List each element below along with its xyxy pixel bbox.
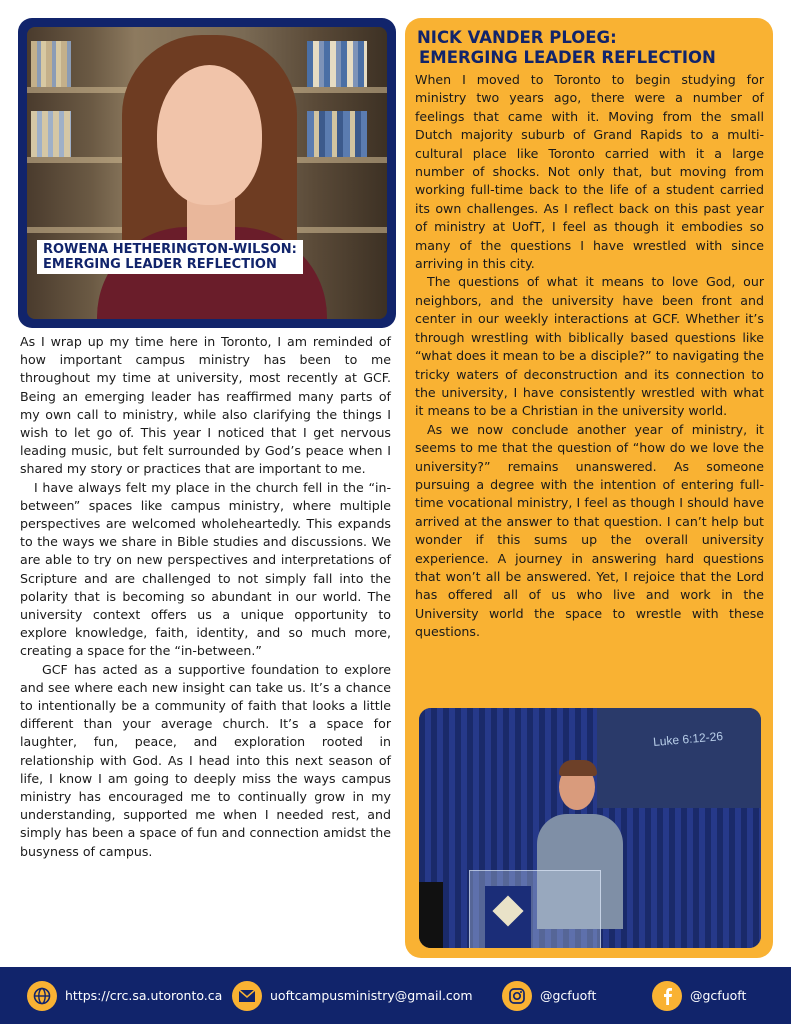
website-link[interactable] [27,967,222,1024]
rowena-photo-frame [18,18,396,328]
article-paragraph: The questions of what it means to love God, our neighbors, and the university have been front and center in our weekly interactions at GCF. Whether it’s through wrestling with biblically based questions like “what does it mean to be a disciple?” to navigating the tricky waters of deconstruction and its connection to the university, I have consistently wrestled with what it means to be a Christian in the university world. [415,274,764,419]
podium-banner [485,886,531,948]
books [31,41,71,87]
star-icon [492,895,523,926]
instagram-text: @gcfuoft [540,988,597,1003]
instagram-link[interactable] [502,967,596,1024]
face [157,65,262,205]
caption-subtitle: EMERGING LEADER REFLECTION [43,257,277,272]
email-text: uoftcampusministry@gmail.com [270,988,473,1003]
instagram-icon [502,981,532,1011]
article-paragraph: When I moved to Toronto to begin studying for ministry two years ago, there were a number of feelings that came with it. Moving from the small Dutch majority suburb of Grand Rapids to a multi-cultural place like Toronto carried with it a large number of shocks. Not only that, but moving from working full-time back to the life of a student carried its own challenges. As I reflect back on this past year of ministry at UofT, I feel as though it embodies so many of the questions I have wrestled with since arriving in this city. [415,72,764,272]
article-title [417,28,767,68]
email-link[interactable] [232,967,473,1024]
facebook-text: @gcfuoft [690,988,747,1003]
article-paragraph: As we now conclude another year of ministry, it seems to me that the question of “how do we love the university?” remains unanswered. As someone pursuing a degree with the intention of entering full-time vocational ministry, I feel as though I should have arrived at the answer to that question. I can’t help but wonder if this sums up the overall university experience. A journey in answering hard questions that won’t all be answered. Yet, I rejoice that the Lord has offered all of us who live and work in the University world the space to wrestle with these questions. [415,421,764,640]
books [307,41,367,87]
rowena-photo [27,27,387,319]
rowena-article [20,333,391,861]
books [31,111,71,157]
books [307,111,367,157]
music-stand [419,882,443,948]
nick-article [415,71,764,642]
contact-footer [0,967,791,1024]
projection-screen [597,708,761,808]
article-paragraph: I have always felt my place in the church fell in the “in-between” spaces like campus ministry, where multiple perspectives are welcomed wholeheartedly. This expands to the ways we share in Bible studies and discussions. We are able to try on new perspectives and interpretations of Scripture and are challenged to not simply fall into the polarity that is becoming so abundant in our world. The university context offers us a unique opportunity to explore knowledge, faith, identity, and so much more, creating a space for the “in-between.” [20,479,391,659]
article-paragraph: As I wrap up my time here in Toronto, I am reminded of how important campus ministry has been to me throughout my time at university, most recently at GCF. Being an emerging leader has reaffirmed many parts of my own call to ministry, while also clarifying the things I wish to let go of. This year I noticed that I get nervous leading music, but felt surrounded by God’s peace when I shared my story or practices that are important to me. [20,334,391,477]
caption-name: ROWENA HETHERINGTON-WILSON: [43,242,297,257]
speaker-hair [559,760,597,776]
mail-icon [232,981,262,1011]
photo-caption [37,240,303,274]
facebook-link[interactable] [652,967,746,1024]
nick-photo [419,708,761,948]
screen-verse: Luke 6:12-26 [652,728,724,750]
facebook-icon [652,981,682,1011]
article-paragraph: GCF has acted as a supportive foundation to explore and see where each new insight can take us. It’s a chance to intentionally be a community of faith that looks a little different than your average church. It’s a space for laughter, fun, peace, and exploration rooted in relationship with God. As I head into this next season of life, I know I am going to deeply miss the ways campus ministry has encouraged me to continually grow in my understanding, supported me when I needed rest, and simply has been a space of fun and connection amidst the busyness of campus. [20,661,391,859]
globe-icon [27,981,57,1011]
website-text: https://crc.sa.utoronto.ca [65,988,223,1003]
nick-reflection-panel [405,18,773,958]
title-subtitle: EMERGING LEADER REFLECTION [419,48,716,67]
title-name: NICK VANDER PLOEG: [417,28,617,47]
